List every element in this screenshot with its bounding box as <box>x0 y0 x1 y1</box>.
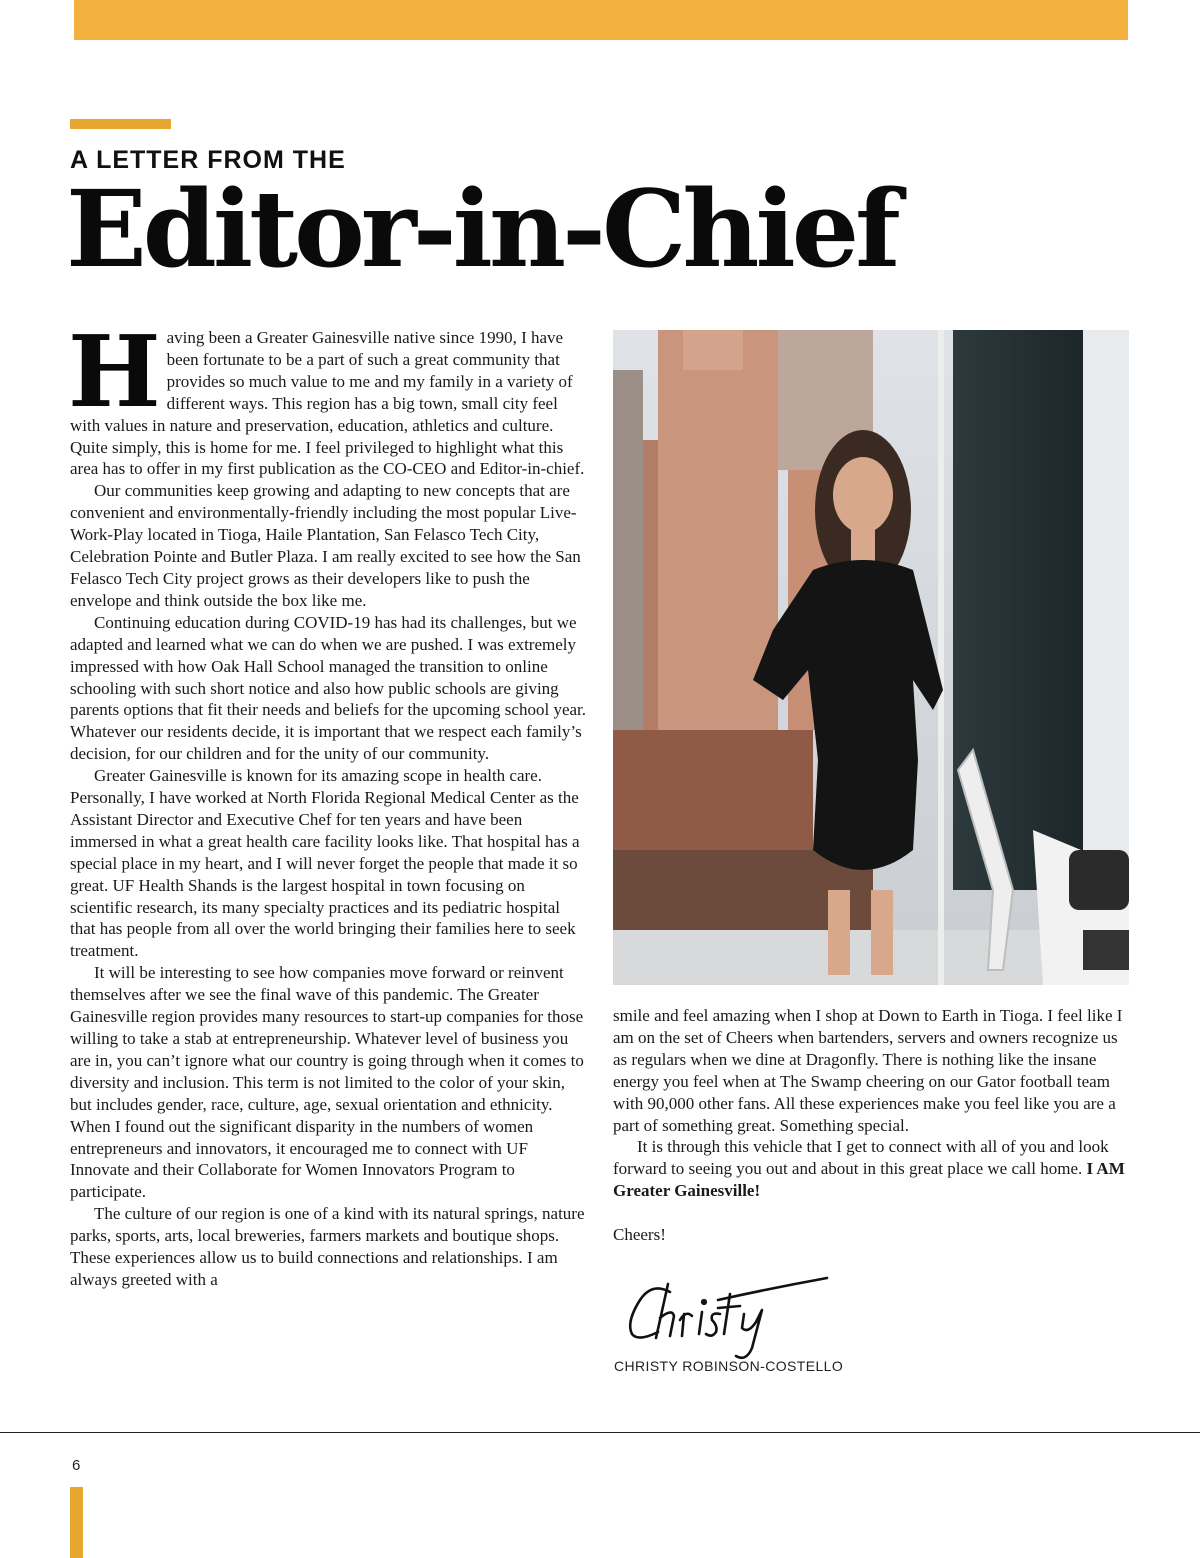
article-left-column <box>68 315 588 1291</box>
article-paragraph-2: Our communities keep growing and adapting to new concepts that are convenient and environmentally-friendly including the most popular Live-Work-Play located in Tioga, Haile Plantation, San Felasco Tech City, Celebration Pointe and Butler Plaza. I am really excited to see how the San Felasco Tech City project grows as their developers like to push the envelope and think outside the box like me. <box>70 481 581 610</box>
handwritten-signature <box>622 1270 837 1362</box>
closing-line: Cheers! <box>613 1225 666 1245</box>
kicker-accent-rule <box>70 119 171 129</box>
page-title: Editor-in-Chief <box>66 166 897 291</box>
footer-divider <box>0 1432 1200 1433</box>
drop-cap: H <box>68 315 161 430</box>
article-paragraph-1 <box>68 315 588 480</box>
bold-tagline: I AM Greater Gainesville! <box>613 1159 1125 1201</box>
top-accent-bar <box>74 0 1128 40</box>
article-paragraph-4: Greater Gainesville is known for its amazing scope in health care. Personally, I have worked at North Florida Regional Medical Center as the Assistant Director and Executive Chef for ten years and have been immersed in what a great health care facility looks like. That hospital has a special place in my heart, and I will never forget the people that made it so great. UF Health Shands is the largest hospital in town focusing on scientific research, its many specialty practices and its pediatric hospital that has people from all over the world bringing their families here to seek treatment. <box>70 766 580 961</box>
article-right-column <box>613 1005 1129 1246</box>
article-paragraph-5: It will be interesting to see how companies move forward or reinvent themselves after we see the final wave of this pandemic. The Greater Gainesville region provides many resources to start-up companies for those willing to take a stab at entrepreneurship. Whatever level of business you are in, you can’t ignore what our country is going through when it comes to diversity and inclusion. This term is not limited to the color of your skin, but includes gender, race, culture, age, sexual orientation and ethnicity. When I found out the significant disparity in the numbers of women entrepreneurs and innovators, it encouraged me to connect with UF Innovate and their Collaborate for Women Innovators Program to participate. <box>70 963 584 1202</box>
article-paragraph-3: Continuing education during COVID-19 has had its challenges, but we adapted and learned what we can do when we are pushed. I was extremely impressed with how Oak Hall School managed the transition to online schooling with such short notice and also how public schools are giving parents options that fit their needs and beliefs for the upcoming school year. Whatever our residents decide, it is important that we respect each family’s decision, for our children and for the unity of our community. <box>70 612 587 764</box>
article-paragraph-continued: smile and feel amazing when I shop at Down to Earth in Tioga. I feel like I am on the set of Cheers when bartenders, servers and owners recognize us as regulars when we dine at Dragonfly. There is nothing like the insane energy you feel when at The Swamp cheering on our Gator football team with 90,000 other fans. All these experiences make you feel like you are a part of something great. Something special. <box>613 1006 1123 1135</box>
page-number: 6 <box>72 1457 81 1474</box>
paragraph-text: aving been a Greater Gainesville native since 1990, I have been fortunate to be a part of such a great community that provides so much value to me and my family in a variety of different ways. This region has a big town, small city feel with values in nature and preservation, education, athletics and culture. Quite simply, this is home for me. I feel privileged to highlight what this area has to offer in my first publication as the CO-CEO and Editor-in-chief. <box>70 328 585 479</box>
editor-portrait-photo <box>613 330 1129 985</box>
page-edge-accent-tab <box>70 1487 83 1558</box>
article-paragraph-6: The culture of our region is one of a kind with its natural springs, nature parks, sports, arts, local breweries, farmers markets and boutique shops. These experiences allow us to build connections and relationships. I am always greeted with a <box>70 1204 585 1289</box>
kicker-text: A LETTER FROM THE <box>70 146 346 174</box>
paragraph-text: It is through this vehicle that I get to connect with all of you and look forward to seeing you out and about in this great place we call home. <box>613 1137 1109 1179</box>
signature-name: CHRISTY ROBINSON-COSTELLO <box>614 1358 844 1374</box>
article-paragraph-final <box>613 1136 1129 1202</box>
